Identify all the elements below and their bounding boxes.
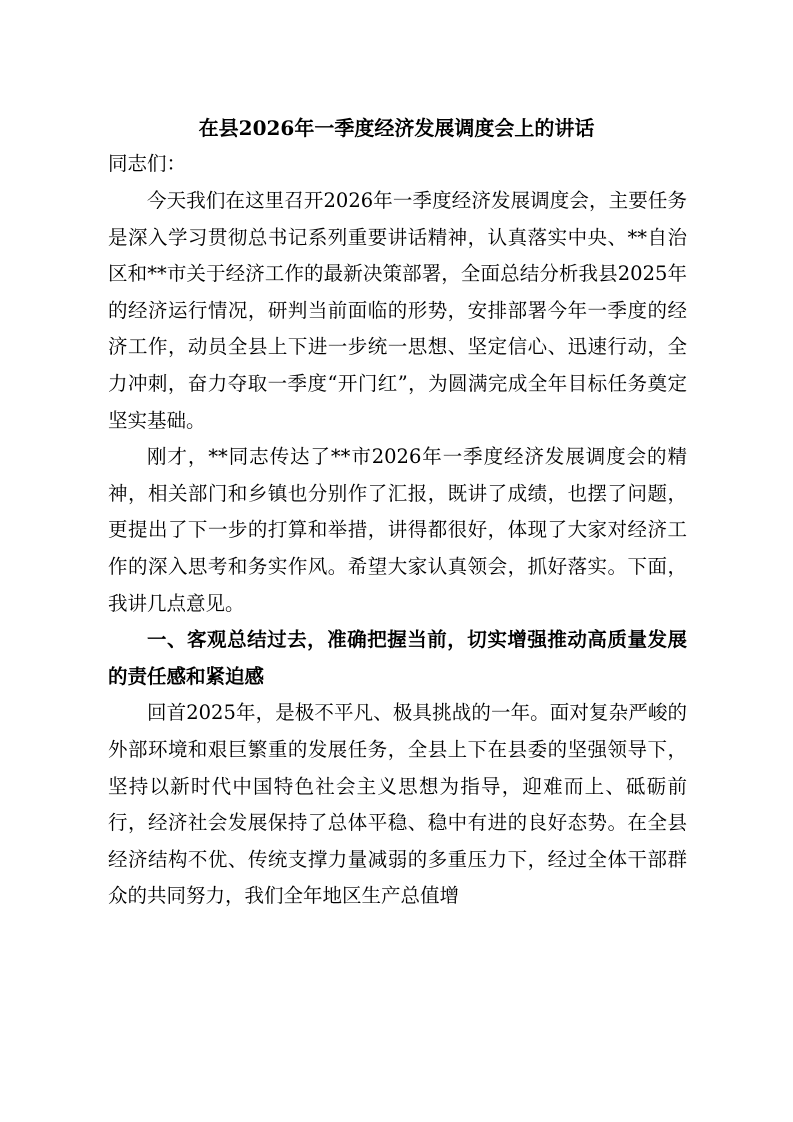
transition-paragraph: 刚才，**同志传达了**市2026年一季度经济发展调度会的精神，相关部门和乡镇也分别作了汇报，既讲了成绩，也摆了问题，更提出了下一步的打算和举措，讲得都很好，体现了大家对经济工作的深入思考和务实作风。希望大家认真领会，抓好落实。下面，我讲几点意见。 (108, 445, 687, 615)
speech-title: 在县2026年一季度经济发展调度会上的讲话 (198, 116, 595, 140)
speech-body (108, 183, 687, 915)
opening-paragraph: 今天我们在这里召开2026年一季度经济发展调度会，主要任务是深入学习贯彻总书记系列重要讲话精神，认真落实中央、**自治区和**市关于经济工作的最新决策部署，全面总结分析我县2025年的经济运行情况，研判当前面临的形势，安排部署今年一季度的经济工作，动员全县上下进一步统一思想、坚定信心、迅速行动，全力冲刺，奋力夺取一季度“开门红”，为圆满完成全年目标任务奠定坚实基础。 (108, 189, 687, 432)
section-one-paragraph: 回首2025年，是极不平凡、极具挑战的一年。面对复杂严峻的外部环境和艰巨繁重的发展任务，全县上下在县委的坚强领导下，坚持以新时代中国特色社会主义思想为指导，迎难而上、砥砺前行，经济社会发展保持了总体平稳、稳中有进的良好态势。在全县经济结构不优、传统支撑力量减弱的多重压力下，经过全体干部群众的共同努力，我们全年地区生产总值增 (108, 701, 687, 908)
section-one-heading: 一、客观总结过去，准确把握当前，切实增强推动高质量发展的责任感和紧迫感 (108, 628, 687, 688)
salutation: 同志们： (108, 152, 187, 175)
